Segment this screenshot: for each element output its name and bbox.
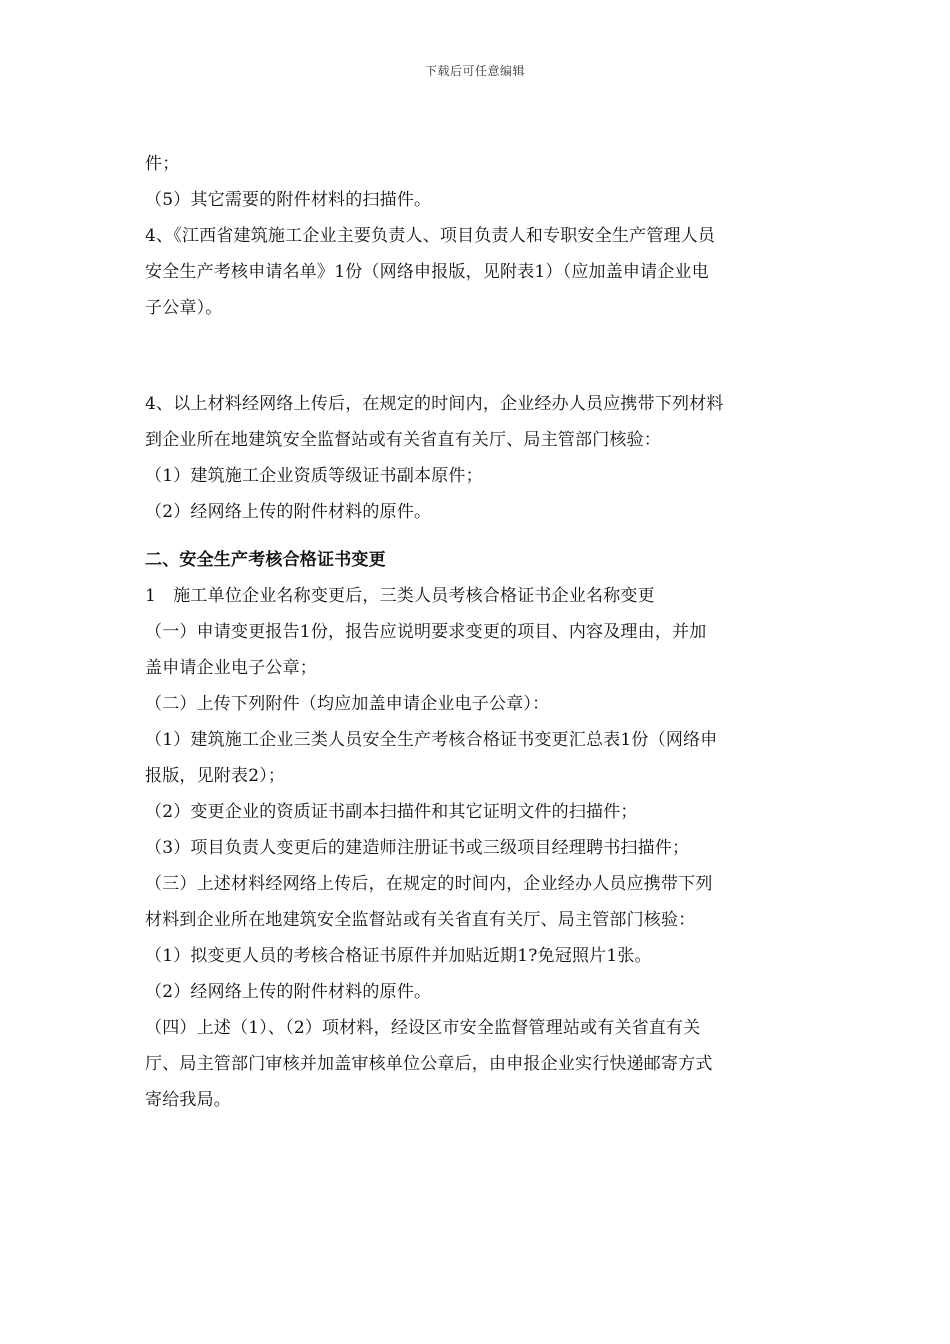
paragraph-line: 件； [145, 154, 180, 174]
document-body [145, 152, 795, 1112]
paragraph-line: （2）变更企业的资质证书副本扫描件和其它证明文件的扫描件； [145, 802, 638, 822]
paragraph-line: （一）申请变更报告1份，报告应说明要求变更的项目、内容及理由，并加 [145, 622, 707, 642]
paragraph-line: （三）上述材料经网络上传后，在规定的时间内，企业经办人员应携带下列 [145, 874, 713, 894]
paragraph-line: 材料到企业所在地建筑安全监督站或有关省直有关厅、局主管部门核验： [145, 910, 696, 930]
paragraph-line: （2）经网络上传的附件材料的原件。 [145, 982, 432, 1002]
paragraph-line: （1）建筑施工企业资质等级证书副本原件； [145, 466, 483, 486]
paragraph-line: 安全生产考核申请名单》1份（网络申报版，见附表1）（应加盖申请企业电 [145, 262, 709, 282]
paragraph-line: （1）拟变更人员的考核合格证书原件并加贴近期1?免冠照片1张。 [145, 946, 652, 966]
paragraph-line: 1 施工单位企业名称变更后，三类人员考核合格证书企业名称变更 [145, 586, 655, 606]
paragraph-line: 寄给我局。 [145, 1090, 231, 1110]
paragraph-line: （5）其它需要的附件材料的扫描件。 [145, 190, 432, 210]
paragraph-line: 报版，见附表2）； [145, 766, 286, 786]
paragraph-line: 厅、局主管部门审核并加盖审核单位公章后，由申报企业实行快递邮寄方式 [145, 1054, 713, 1074]
paragraph-line: （2）经网络上传的附件材料的原件。 [145, 502, 432, 522]
paragraph-line: 到企业所在地建筑安全监督站或有关省直有关厅、局主管部门核验： [145, 430, 661, 450]
paragraph-line: 盖申请企业电子公章； [145, 658, 317, 678]
paragraph-line: 4、以上材料经网络上传后，在规定的时间内，企业经办人员应携带下列材料 [145, 394, 724, 414]
paragraph-line: （四）上述（1）、（2）项材料，经设区市安全监督管理站或有关省直有关 [145, 1018, 701, 1038]
paragraph-line: （二）上传下列附件（均应加盖申请企业电子公章）： [145, 694, 550, 714]
section-heading: 二、安全生产考核合格证书变更 [145, 550, 386, 570]
paragraph-line: 4、《江西省建筑施工企业主要负责人、项目负责人和专职安全生产管理人员 [145, 226, 716, 246]
paragraph-line: 子公章）。 [145, 298, 223, 318]
paragraph-line: （3）项目负责人变更后的建造师注册证书或三级项目经理聘书扫描件； [145, 838, 690, 858]
page-header-watermark: 下载后可任意编辑 [424, 64, 525, 78]
paragraph-line: （1）建筑施工企业三类人员安全生产考核合格证书变更汇总表1份（网络申 [145, 730, 718, 750]
